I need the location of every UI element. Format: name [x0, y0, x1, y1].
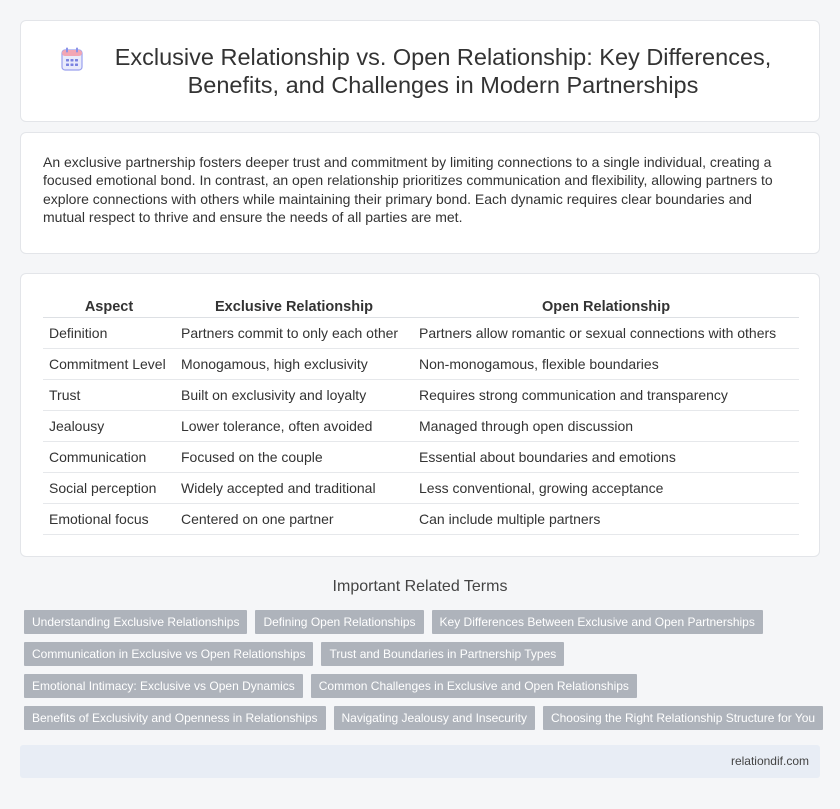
cell-exclusive: Centered on one partner: [175, 504, 413, 535]
cell-aspect: Definition: [43, 318, 175, 349]
footer: [20, 745, 820, 778]
header-exclusive: Exclusive Relationship: [175, 296, 413, 318]
tag-row: [24, 610, 824, 634]
related-terms-title: Important Related Terms: [332, 578, 508, 595]
site-name[interactable]: relationdif.com: [730, 754, 809, 768]
cell-exclusive: Built on exclusivity and loyalty: [175, 380, 413, 411]
related-term-link[interactable]: Benefits of Exclusivity and Openness in Relationships: [24, 706, 326, 730]
table-row: [43, 380, 799, 411]
comparison-table: [43, 296, 799, 535]
related-term-link[interactable]: Trust and Boundaries in Partnership Types: [321, 642, 564, 666]
cell-open: Essential about boundaries and emotions: [413, 442, 799, 473]
cell-open: Managed through open discussion: [413, 411, 799, 442]
cell-exclusive: Focused on the couple: [175, 442, 413, 473]
table-header-row: [43, 296, 799, 318]
cell-open: Requires strong communication and transparency: [413, 380, 799, 411]
header-aspect: Aspect: [43, 296, 175, 318]
cell-exclusive: Lower tolerance, often avoided: [175, 411, 413, 442]
cell-aspect: Social perception: [43, 473, 175, 504]
cell-exclusive: Monogamous, high exclusivity: [175, 349, 413, 380]
related-term-link[interactable]: Key Differences Between Exclusive and Open Partnerships: [432, 610, 763, 634]
tag-row: [24, 706, 824, 730]
related-term-link[interactable]: Defining Open Relationships: [255, 610, 423, 634]
title-wrap: [21, 43, 819, 99]
related-term-link[interactable]: Choosing the Right Relationship Structure for You: [543, 706, 823, 730]
cell-aspect: Emotional focus: [43, 504, 175, 535]
table-row: [43, 318, 799, 349]
tag-row: [24, 674, 824, 698]
related-term-link[interactable]: Emotional Intimacy: Exclusive vs Open Dynamics: [24, 674, 303, 698]
intro-paragraph: An exclusive partnership fosters deeper trust and commitment by limiting connections to a single individual, creating a focused emotional bond. In contrast, an open relationship prioritizes communication and flexibility, allowing partners to explore connections with others while maintaining their primary bond. Each dynamic requires clear boundaries and mutual respect to thrive and ensure the needs of all parties are met.: [43, 154, 773, 225]
calendar-icon: [61, 47, 83, 71]
table-row: [43, 442, 799, 473]
cell-open: Non-monogamous, flexible boundaries: [413, 349, 799, 380]
tag-row: [24, 642, 824, 666]
intro-card: [20, 132, 820, 254]
table-row: [43, 504, 799, 535]
page-title: Exclusive Relationship vs. Open Relationship: Key Differences, Benefits, and Challenges in Modern Partnerships: [114, 44, 772, 98]
comparison-card: [20, 273, 820, 557]
cell-aspect: Communication: [43, 442, 175, 473]
related-term-link[interactable]: Understanding Exclusive Relationships: [24, 610, 247, 634]
related-terms-list: [24, 610, 824, 738]
title-card: [20, 20, 820, 122]
table-row: [43, 349, 799, 380]
cell-open: Can include multiple partners: [413, 504, 799, 535]
cell-aspect: Commitment Level: [43, 349, 175, 380]
header-open: Open Relationship: [413, 296, 799, 318]
cell-open: Less conventional, growing acceptance: [413, 473, 799, 504]
table-row: [43, 473, 799, 504]
cell-exclusive: Partners commit to only each other: [175, 318, 413, 349]
cell-aspect: Jealousy: [43, 411, 175, 442]
related-term-link[interactable]: Common Challenges in Exclusive and Open Relationships: [311, 674, 637, 698]
related-term-link[interactable]: Navigating Jealousy and Insecurity: [334, 706, 535, 730]
related-term-link[interactable]: Communication in Exclusive vs Open Relationships: [24, 642, 313, 666]
cell-open: Partners allow romantic or sexual connections with others: [413, 318, 799, 349]
table-row: [43, 411, 799, 442]
cell-exclusive: Widely accepted and traditional: [175, 473, 413, 504]
cell-aspect: Trust: [43, 380, 175, 411]
